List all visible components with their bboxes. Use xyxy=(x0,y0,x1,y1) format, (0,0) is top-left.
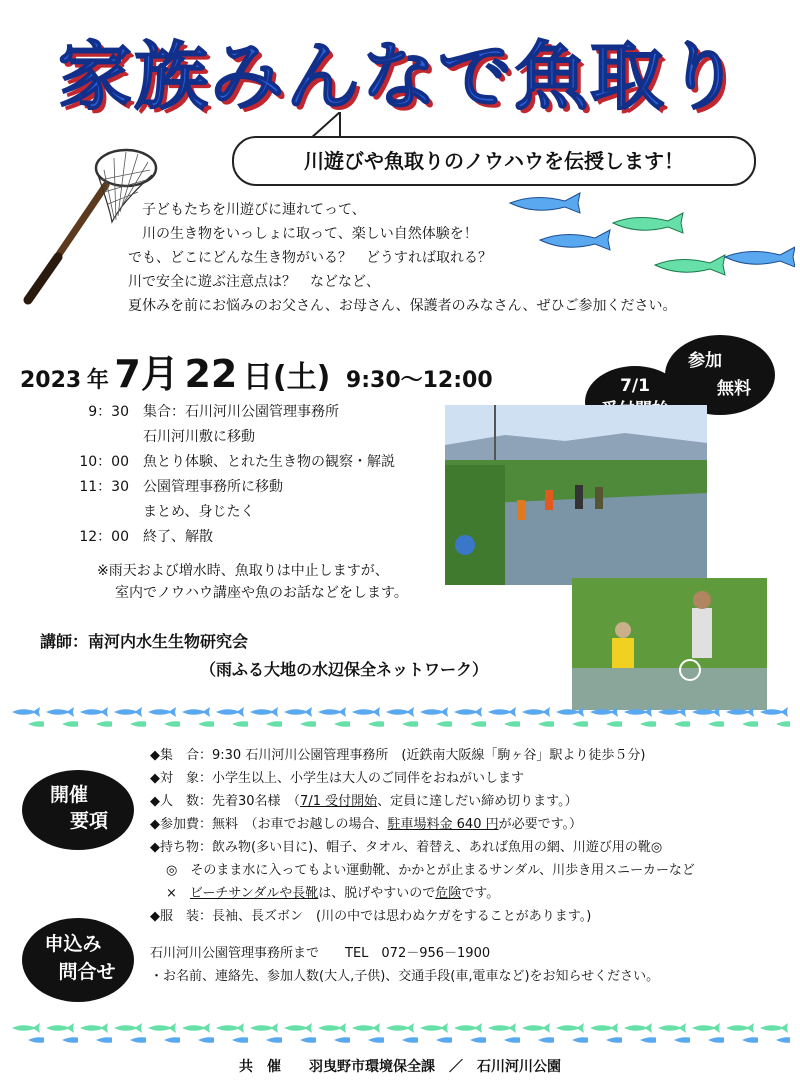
schedule-row: 12：00 終了、解散 xyxy=(79,529,213,545)
overview-label: 開催 要項 xyxy=(22,770,134,850)
detail-target: ◆対 象：小学生以上、小学生は大人のご同伴をおねがいします xyxy=(150,771,525,786)
poster-title: 家族みんなで魚取り xyxy=(58,34,742,120)
intro-line: でも、どこにどんな生き物がいる？ どうすれば取れる？ xyxy=(128,250,492,266)
detail-fee: ◆参加費：無料 （お車でお越しの場合、駐車場料金 640 円が必要です。） xyxy=(150,817,583,832)
schedule xyxy=(55,400,395,550)
free-badge: 参加 無料 xyxy=(665,335,775,415)
event-details xyxy=(150,744,695,928)
river-scene-image xyxy=(445,405,707,585)
event-date: 2023 年 7月 22 日(土) 9:30〜12:00 xyxy=(20,352,493,396)
children-fishing-image xyxy=(572,578,767,710)
river-photo xyxy=(445,405,707,585)
subtitle-bubble: 川遊びや魚取りのノウハウを伝授します！ xyxy=(232,136,756,186)
schedule-row: 9：30 集合：石川河川公園管理事務所 xyxy=(88,404,339,420)
registration-badge: 7/1 xyxy=(585,366,685,438)
detail-clothes: ◆服 装：長袖、長ズボン (川の中では思わぬケガをすることがあります。) xyxy=(150,909,592,924)
fish-icon xyxy=(655,255,725,275)
fish-icon xyxy=(540,230,610,250)
contact-info: 石川河川公園管理事務所まで TEL 072－956－1900 ・お名前、連絡先、参加人数(大人,子供)、交通手段(車,電車など)をお知らせください。 xyxy=(150,946,660,984)
co-hosts: 共 催 羽曳野市環境保全課 ／ 石川河川公園 xyxy=(239,1059,561,1075)
detail-items: ◆持ち物：飲み物(多い目に)、帽子、タオル、着替え、あれば魚用の網、川遊び用の靴◎ xyxy=(150,840,663,855)
weather-note: ※雨天および増水時、魚取りは中止しますが、 室内でノウハウ講座や魚のお話などをします。 xyxy=(97,563,408,601)
fish-icon xyxy=(613,213,683,233)
schedule-row: 11：30 公園管理事務所に移動 xyxy=(79,479,283,495)
application-label: 申込み 問合せ xyxy=(22,918,134,1002)
intro-line: 子どもたちを川遊びに連れてって、 xyxy=(142,202,366,218)
lecturer: 講師：南河内水生生物研究会 （雨ふる大地の水辺保全ネットワーク） xyxy=(40,632,489,679)
detail-count: ◆人 数：先着30名様 （7/1 受付開始、定員に達しだい締め切ります。） xyxy=(150,794,578,809)
schedule-row: まとめ、身じたく xyxy=(143,504,255,520)
children-photo xyxy=(572,578,767,710)
detail-ok: ◎ そのまま水に入ってもよい運動靴、かかとが止まるサンダル、川歩き用スニーカーなど xyxy=(166,863,695,878)
detail-meet: ◆集 合：9:30 石川河川公園管理事務所 (近鉄南大阪線「駒ヶ谷」駅より徒歩５分) xyxy=(150,748,646,763)
fish-divider xyxy=(10,1022,790,1044)
fish-illustration xyxy=(505,185,795,295)
fish-icon xyxy=(725,247,795,267)
intro-line: 夏休みを前にお悩みのお父さん、お母さん、保護者のみなさん、ぜひご参加ください。 xyxy=(128,298,677,314)
schedule-row: 石川河川敷に移動 xyxy=(143,429,255,445)
intro-line: 川の生き物をいっしょに取って、楽しい自然体験を！ xyxy=(142,226,478,242)
intro-line: 川で安全に遊ぶ注意点は？ などなど、 xyxy=(128,274,380,290)
schedule-row: 10：00 魚とり体験、とれた生き物の観察・解説 xyxy=(79,454,395,470)
detail-ng: × ビーチサンダルや長靴は、脱げやすいので危険です。 xyxy=(166,886,500,901)
fish-divider xyxy=(10,706,790,728)
fish-icon xyxy=(510,193,580,213)
